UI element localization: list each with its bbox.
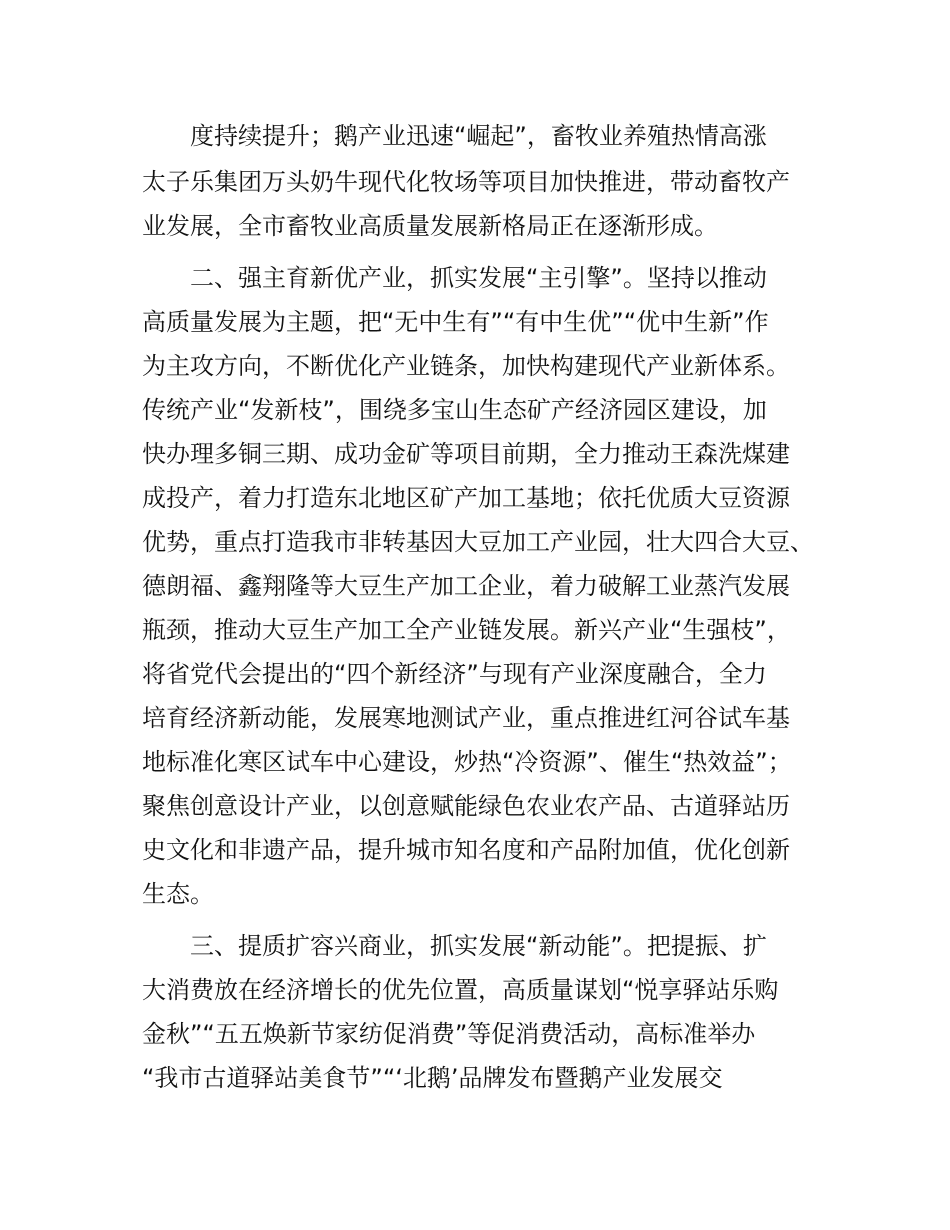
text-line: 史文化和非遗产品，提升城市知名度和产品附加值，优化创新	[142, 836, 790, 864]
text-line: 生态。	[142, 880, 214, 908]
text-line: 业发展，全市畜牧业高质量发展新格局正在逐渐形成。	[142, 212, 718, 240]
text-line: 传统产业“发新枝”，围绕多宝山生态矿产经济园区建设，加	[142, 396, 767, 424]
text-line: 太子乐集团万头奶牛现代化牧场等项目加快推进，带动畜牧产	[142, 168, 790, 196]
text-line: 成投产，着力打造东北地区矿产加工基地；依托优质大豆资源	[142, 484, 790, 512]
text-line: 聚焦创意设计产业，以创意赋能绿色农业农产品、古道驿站历	[142, 792, 790, 820]
text-line: 大消费放在经济增长的优先位置，高质量谋划“悦享驿站乐购	[142, 976, 779, 1004]
text-line: 培育经济新动能，发展寒地测试产业，重点推进红河谷试车基	[142, 704, 790, 732]
text-line: 优势，重点打造我市非转基因大豆加工产业园，壮大四合大豆、	[142, 528, 814, 556]
section-2-heading-line: 二、强主育新优产业，抓实发展“主引擎”。坚持以推动	[190, 264, 767, 292]
text-line: 为主攻方向，不断优化产业链条，加快构建现代产业新体系。	[142, 352, 790, 380]
section-3-heading-line: 三、提质扩容兴商业，抓实发展“新动能”。把提振、扩	[190, 932, 767, 960]
text-line: 瓶颈，推动大豆生产加工全产业链发展。新兴产业“生强枝”，	[142, 616, 791, 644]
text-line: 高质量发展为主题，把“无中生有”“有中生优”“优中生新”作	[142, 308, 769, 336]
text-line: 快办理多铜三期、成功金矿等项目前期，全力推动王森洗煤建	[142, 440, 790, 468]
text-line: 度持续提升；鹅产业迅速“崛起”，畜牧业养殖热情高涨	[190, 122, 767, 150]
text-line: 地标准化寒区试车中心建设，炒热“冷资源”、催生“热效益”；	[142, 748, 792, 776]
text-line: 金秋”“五五焕新节家纺促消费”等促消费活动，高标准举办	[142, 1020, 756, 1048]
text-line: 将省党代会提出的“四个新经济”与现有产业深度融合，全力	[142, 660, 767, 688]
text-line: 德朗福、鑫翔隆等大豆生产加工企业，着力破解工业蒸汽发展	[142, 572, 790, 600]
text-line: “我市古道驿站美食节”“‘北鹅’品牌发布暨鹅产业发展交	[142, 1064, 723, 1092]
